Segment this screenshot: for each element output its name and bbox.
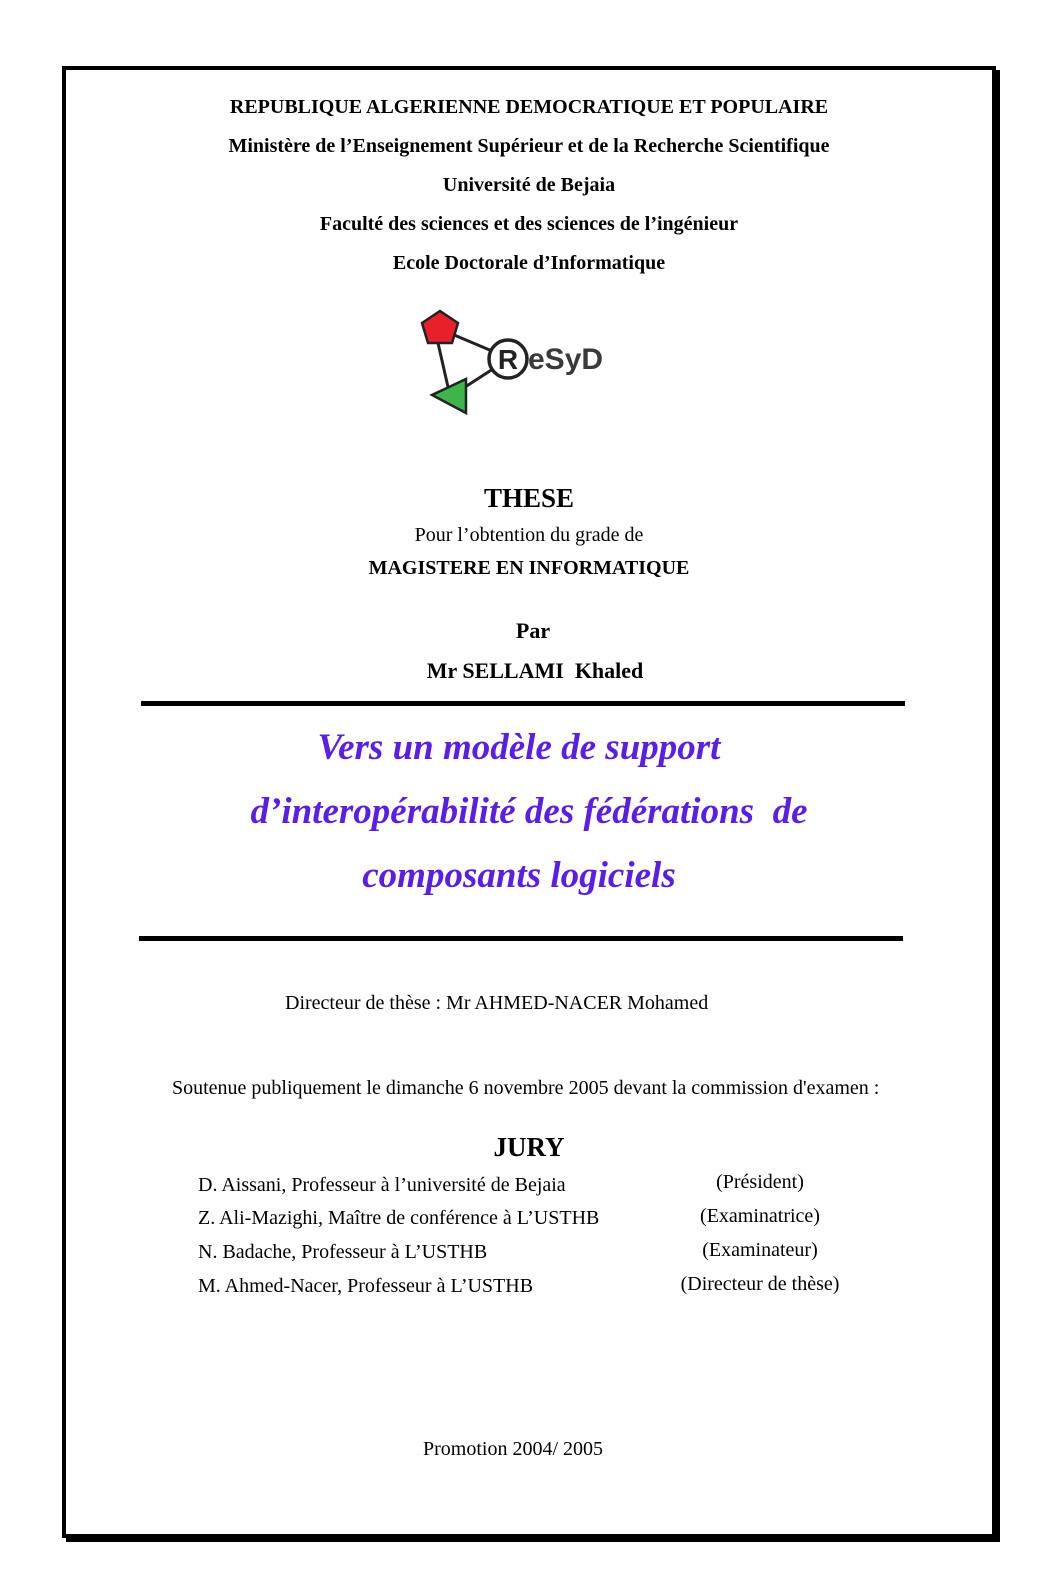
thesis-purpose: Pour l’obtention du grade de — [414, 524, 644, 546]
ministry-line: Ministère de l’Enseignement Supérieur et de la Recherche Scientifique — [228, 135, 830, 157]
svg-text:R: R — [497, 344, 519, 375]
jury-member-name: N. Badache, Professeur à L’USTHB — [198, 1241, 488, 1263]
title-line-1: Vers un modèle de support — [317, 727, 721, 768]
triangle-shape — [432, 379, 466, 413]
jury-member-role: (Examinatrice) — [700, 1205, 820, 1227]
title-line-2: d’interopérabilité des fédérations de — [250, 791, 808, 832]
jury-member-name: Z. Ali-Mazighi, Maître de conférence à L’USTHB — [198, 1207, 600, 1229]
title-top-rule — [141, 701, 905, 706]
jury-member-role: (Examinateur) — [702, 1239, 818, 1261]
thesis-degree: MAGISTERE EN INFORMATIQUE — [368, 557, 690, 579]
jury-member-role: (Président) — [716, 1171, 804, 1193]
by-label: Par — [515, 618, 551, 643]
jury-member-role: (Directeur de thèse) — [680, 1273, 840, 1295]
author-name: Mr SELLAMI Khaled — [426, 658, 644, 683]
promotion-year: Promotion 2004/ 2005 — [422, 1438, 603, 1460]
thesis-kind: THESE — [483, 483, 575, 513]
resyd-logo — [412, 305, 632, 420]
doctoral-school-line: Ecole Doctorale d’Informatique — [392, 252, 666, 274]
jury-heading: JURY — [493, 1132, 565, 1162]
pentagon-shape — [422, 311, 458, 343]
university-line: Université de Bejaia — [442, 174, 616, 196]
thesis-director: Directeur de thèse : Mr AHMED-NACER Mohamed — [285, 992, 709, 1014]
defense-statement: Soutenue publiquement le dimanche 6 novembre 2005 devant la commission d'examen : — [172, 1077, 880, 1099]
republic-line: REPUBLIQUE ALGERIENNE DEMOCRATIQUE ET POPULAIRE — [229, 96, 829, 118]
jury-member-name: M. Ahmed-Nacer, Professeur à L’USTHB — [198, 1275, 534, 1297]
title-bottom-rule — [139, 936, 903, 941]
jury-member-name: D. Aissani, Professeur à l’université de Bejaia — [198, 1174, 566, 1196]
title-line-3: composants logiciels — [362, 855, 676, 896]
logo-text: eSyD — [528, 343, 604, 376]
faculty-line: Faculté des sciences et des sciences de l’ingénieur — [319, 213, 739, 235]
